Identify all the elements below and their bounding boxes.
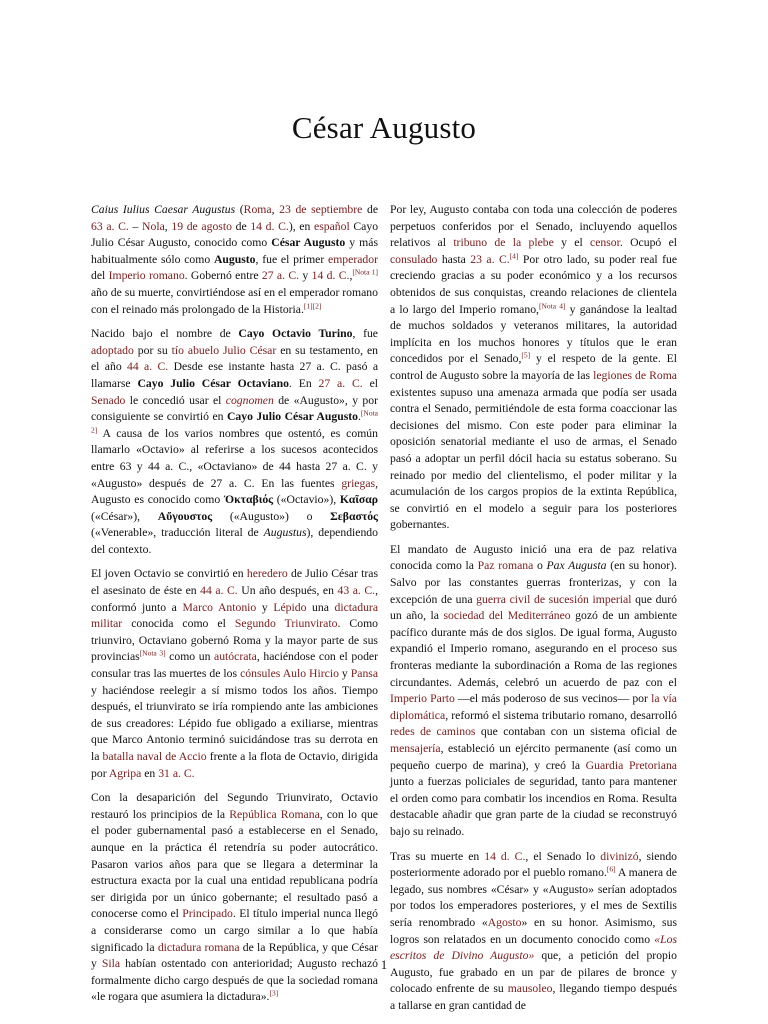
text-run: («César»), (91, 509, 158, 523)
text-run: —el más poderoso de sus vecinos— por (454, 692, 652, 706)
paragraph (91, 326, 378, 558)
text-run: hasta (437, 252, 471, 266)
text-run: y más habitualmente sólo como (91, 236, 378, 266)
inline-link[interactable]: 27 a. C. (261, 269, 300, 283)
inline-link[interactable]: emperador (328, 252, 378, 266)
text-run: Caius Iulius Caesar Augustus (91, 203, 236, 216)
paragraph (390, 849, 677, 1015)
inline-link[interactable]: 14 d. C. (250, 219, 289, 233)
text-run: en (141, 766, 159, 780)
text-run: Nacido bajo el nombre de (91, 327, 239, 341)
text-run: , haciéndose con el poder consular tras las muertes de los (91, 650, 378, 681)
text-run: , llegando tiempo después a tallarse en gran cantidad de (390, 982, 677, 1012)
text-run: Con la desaparición del Segundo Triunvirato, Octavio restauró los principios de la (91, 791, 378, 821)
inline-link[interactable]: Agripa (108, 766, 142, 780)
inline-link[interactable]: 14 d. C. (484, 849, 526, 863)
inline-link[interactable]: Julio César (222, 343, 277, 357)
text-run: , fue el primer (255, 252, 329, 266)
text-run: . Gobernó entre (184, 269, 262, 283)
text-run: Pax Augusta (546, 559, 607, 573)
text-run: del (91, 269, 109, 283)
text-run: que duró un año, la (390, 592, 678, 623)
inline-link[interactable]: Agosto (487, 915, 522, 929)
text-run: que, a petición del propio Augusto, fue grabado en un par de pilares de bronce y colocado enfrente de su (390, 949, 677, 996)
inline-link[interactable]: Sila (101, 957, 121, 971)
text-run: ( (235, 203, 244, 216)
text-run: El joven Octavio se convirtió en (91, 567, 247, 581)
inline-link[interactable]: mausoleo (507, 982, 553, 996)
text-run: y el (553, 236, 591, 250)
inline-link[interactable]: 19 de agosto (171, 219, 232, 233)
paragraph (390, 542, 677, 841)
paragraph (390, 202, 677, 534)
text-run: Ὀκταβιός (223, 493, 274, 507)
text-run: El mandato de Augusto inició una era de paz relativa conocida como la (390, 542, 677, 573)
text-run: Un año después, en (237, 584, 338, 598)
text-run: Cayo Julio César Augusto (226, 410, 358, 424)
text-run: ), dependiendo del contexto. (91, 526, 378, 556)
inline-link[interactable]: Imperio Parto (390, 692, 455, 706)
inline-link[interactable]: 14 d. C. (311, 269, 350, 283)
page-title: César Augusto (291, 110, 477, 145)
inline-link[interactable]: República Romana (229, 807, 320, 821)
inline-link[interactable]: Senado (91, 393, 126, 407)
reference-marker[interactable]: [Nota 1] (352, 267, 379, 277)
inline-link[interactable]: 27 a. C. (318, 376, 363, 390)
inline-link[interactable]: Segundo Triunvirato (234, 617, 338, 631)
inline-link[interactable]: «Los escritos de Divino Augusto» (390, 932, 677, 963)
reference-marker[interactable]: [Nota 2] (91, 408, 378, 435)
inline-link[interactable]: batalla naval de Accio (102, 750, 207, 763)
inline-link[interactable]: cognomen (225, 393, 274, 407)
reference-marker[interactable]: [6] (606, 864, 616, 874)
inline-link[interactable]: 23 a. C. (470, 252, 510, 266)
text-run: A manera de legado, sus nombres «César» y «Augusto» serían adoptados por todos los emperadores posteriores, y el mes de Sextilis sería renombrado « (390, 866, 677, 929)
text-run: conocida como el (122, 617, 235, 631)
text-run: junto a fuerzas policiales de seguridad, tanto para mantener el orden como para combatir los incendios en Roma. Resulta destacable añadir que gran parte de la ciudad se reconstruyó bajo su reinado. (390, 775, 677, 838)
text-run: año de su muerte, convirtiéndose así en el emperador romano con el reinado más prolongado de la Historia. (91, 285, 378, 316)
inline-link[interactable]: censor (590, 236, 620, 250)
text-run: Σεβαστός (330, 509, 378, 523)
inline-link[interactable]: 44 a. C. (127, 360, 169, 374)
reference-marker[interactable]: [3] (269, 988, 279, 998)
text-run: de la República, y que César y (91, 940, 378, 971)
inline-link[interactable]: 23 de septiembre (279, 203, 363, 216)
text-run: de (362, 203, 379, 216)
text-run: que contaban con un sistema oficial de (475, 725, 677, 739)
text-run: («Augusto») o (212, 509, 331, 523)
inline-link[interactable]: 63 a. C. (91, 219, 129, 233)
text-run: , (164, 219, 172, 233)
text-run: («Venerable», traducción literal de (91, 526, 264, 540)
reference-marker[interactable]: [4] (509, 251, 519, 261)
inline-link[interactable]: Aulo Hircio (282, 667, 339, 681)
reference-marker[interactable]: [Nota 4] (538, 301, 566, 311)
text-run: Por ley, Augusto contaba con toda una colección de poderes perpetuos conferidos por el Senado, incluyendo aquellos relativos al (390, 203, 677, 250)
right-column (390, 202, 677, 1023)
reference-marker[interactable]: [Nota 3] (139, 648, 166, 658)
inline-link[interactable]: cónsules (240, 667, 281, 681)
text-run: y (299, 269, 312, 283)
inline-link[interactable]: dictadura militar (91, 600, 379, 631)
text-run: , reformó el sistema tributario romano, desarrolló (445, 708, 677, 722)
left-column (91, 202, 378, 1014)
reference-marker[interactable]: [5] (521, 350, 531, 360)
paragraph (91, 202, 378, 318)
inline-link[interactable]: tío abuelo (171, 343, 220, 357)
paragraph (91, 790, 378, 1006)
text-run: de (231, 219, 251, 233)
text-run: frente a la flota de Octavio, dirigida por (91, 750, 379, 780)
inline-link[interactable]: la vía diplomática (390, 692, 677, 722)
inline-link[interactable]: adoptado (91, 343, 134, 357)
text-run: A causa de los varios nombres que ostentó, es común llamarlo «Octavio» al referirse a los sucesos acontecidos entre 63 y 44 a. C., «Octaviano» de 44 hasta 27 a. C. y «Augusto» después de 27 a. C. En las fuentes (91, 426, 378, 490)
text-run: Cayo Julio César Octaviano (137, 376, 289, 390)
text-run: o (533, 559, 547, 573)
inline-link[interactable]: legiones de Roma (593, 368, 677, 382)
text-run: , siendo posteriormente adorado por el pueblo romano. (390, 849, 678, 880)
reference-marker[interactable]: [1][2] (303, 301, 322, 311)
inline-link[interactable]: autócrata (214, 650, 257, 664)
text-run: y haciéndose reelegir a sí mismo todos los años. Tiempo después, el triunvirato se iría rompiendo ante las ambiciones de sus creadores: Lépido fue obligado a exiliarse, mientras que Marco Antonio terminó suicidándose tras su derrota en la (91, 683, 378, 763)
text-run: . (358, 410, 361, 424)
inline-link[interactable]: 31 a. C. (158, 766, 195, 780)
text-run: » en su honor. Asimismo, sus logros son relatados en un documento conocido como (390, 915, 677, 946)
inline-link[interactable]: griegas (341, 476, 376, 490)
text-run: Cayo Julio César Augusto, conocido como (91, 219, 379, 250)
inline-link[interactable]: mensajería (390, 742, 441, 755)
text-run: . El título imperial nunca llegó a considerarse como un cargo similar a lo que había significado la (91, 907, 379, 954)
text-run: , estableció un ejército permanente (así como un pequeño cuerpo de marina), y creó la (390, 742, 677, 772)
inline-link[interactable]: redes de caminos (390, 725, 476, 739)
text-run: («Octavio»), (273, 493, 340, 507)
text-run: , (349, 269, 353, 283)
text-run: habían ostentado con anterioridad; Augusto rechazó formalmente dicho cargo después de que la sociedad romana «le rogara que asumiera la dictadura». (91, 957, 379, 1004)
text-run: Αὔγουστος (157, 509, 213, 523)
inline-link[interactable]: Lépido (273, 600, 307, 614)
text-run: . Como triunviro, Octaviano gobernó Roma y la mayor parte de sus provincias (91, 617, 379, 664)
inline-link[interactable]: tribuno de la plebe (453, 236, 554, 250)
inline-link[interactable]: guerra civil de sucesión imperial (476, 592, 632, 606)
inline-link[interactable]: divinizó (600, 849, 639, 863)
inline-link[interactable]: Principado (182, 907, 233, 921)
text-run: gozó de un ambiente pacífico durante más de dos siglos. De igual forma, Augusto expandió el Imperio romano, asegurando en el proceso sus fronteras mediante la subordinación a Roma de las regiones circundantes. Además, celebró un acuerdo de paz con el (390, 609, 678, 689)
text-run: de Julio César tras el asesinato de éste en (91, 567, 379, 598)
text-run: , (271, 203, 280, 216)
inline-link[interactable]: 44 a. C. (200, 584, 238, 598)
page-number: 1 (380, 958, 388, 972)
text-run: una (306, 600, 335, 614)
text-run: Desde ese instante hasta 27 a. C. pasó a llamarse (91, 360, 379, 390)
inline-link[interactable]: Roma (243, 203, 272, 216)
inline-link[interactable]: Marco Antonio (182, 600, 257, 614)
text-run: como un (165, 650, 215, 664)
inline-link[interactable]: Imperio romano (108, 269, 185, 283)
text-run: , con lo que el poder gubernamental pasó a establecerse en el Senado, aunque en la práctica él retendría su poder autocrático. Pasaron varios años para que se llegara a determinar la estructura exacta por la cual una entidad republicana podría ser dirigida por un único gobernante; el resultado pasó a conocerse como el (91, 807, 378, 921)
text-run: y el respeto de la gente. El control de Augusto sobre la mayoría de las (390, 352, 677, 382)
inline-link[interactable]: heredero (246, 567, 288, 581)
inline-link[interactable]: Guardia Pretoriana (585, 758, 677, 772)
text-run: y (338, 667, 351, 681)
inline-link[interactable]: Nola (142, 219, 165, 233)
text-run: existentes supuso una amenaza armada que podía ser usada contra el Senado, permitiéndole de esta forma coaccionar las decisiones del mismo. Con este poder para eliminar la oposición senatorial mediante el uso de armas, el Senado pasó a adoptar un perfil dócil hacia su estatus soberano. Su reinado por medio del clientelismo, el poder militar y la acumulación de los cargos propios de la extinta República, se convirtió en el modelo a seguir para los posteriores gobernantes. (390, 385, 677, 532)
text-run: César Augusto (271, 236, 346, 250)
text-run: (en su honor). Salvo por las constantes guerras fronterizas, y con la excepción de una (390, 559, 677, 606)
text-run: – (128, 219, 143, 233)
inline-link[interactable]: 43 a. C. (337, 584, 376, 598)
inline-link[interactable]: Pansa (350, 667, 379, 681)
text-run: el (362, 376, 378, 390)
inline-link[interactable]: sociedad del Mediterráneo (443, 609, 571, 623)
text-run: . En (288, 376, 319, 390)
text-run: Por otro lado, su poder real fue creciendo gracias a su poder económico y a los recursos obtenidos de sus conquistas, creando relaciones de clientela a lo largo del Imperio romano, (390, 252, 678, 316)
inline-link[interactable]: español (314, 219, 350, 233)
text-run: y ganándose la lealtad de muchos soldados y veteranos militares, la autoridad implícita en los muchos honores y títulos que le eran concedidos por el Senado, (390, 302, 677, 366)
text-run: le concedió usar el (125, 393, 226, 407)
inline-link[interactable]: Paz romana (477, 559, 534, 573)
text-run: de «Augusto», y por consiguiente se convirtió en (91, 393, 378, 424)
text-run: Καῖσαρ (339, 493, 379, 507)
text-run: Augusto (213, 252, 256, 266)
text-run: Augustus (263, 526, 307, 540)
text-run: en su testamento, en el año (91, 343, 378, 374)
text-run: . Ocupó el (619, 236, 678, 250)
text-run: , conformó junto a (91, 584, 378, 614)
text-run: , el Senado lo (525, 849, 601, 863)
paragraph (91, 566, 378, 782)
text-run: , Augusto es conocido como (91, 476, 378, 507)
text-run: por su (133, 343, 172, 357)
text-run: y (256, 600, 274, 614)
text-run: Cayo Octavio Turino (238, 327, 353, 341)
text-run: Tras su muerte en (390, 849, 485, 863)
text-run: , fue (352, 327, 378, 341)
text-run: ), en (288, 219, 315, 233)
inline-link[interactable]: consulado (390, 252, 438, 266)
inline-link[interactable]: dictadura romana (157, 940, 240, 954)
